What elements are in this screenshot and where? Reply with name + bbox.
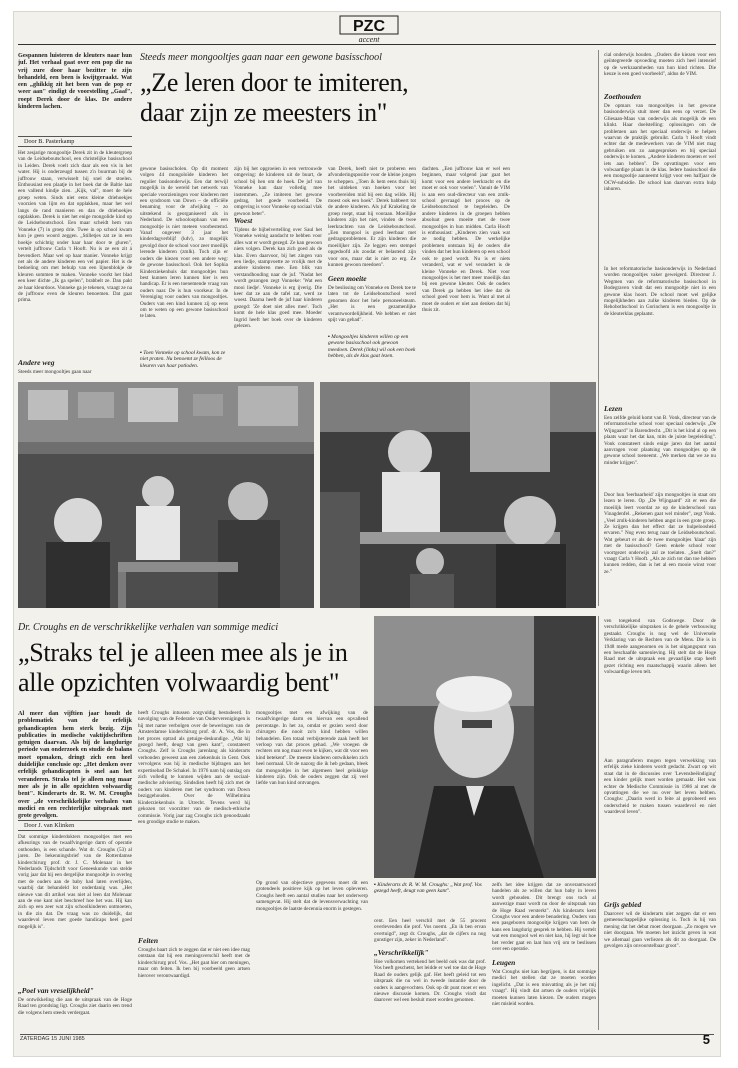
article2-col5-subhead: Leugen [492, 958, 516, 967]
article2-col1-subhead: „Poel van vreselijkheid" [18, 986, 94, 995]
article1-col3-body2: Tijdens de bijbelvertelling over Saul het Vonneke weinig aandacht te hebben voor alles wat er wordt gezegd. Ze kan gewoon niets volgen. Derek kan zich goed als de klas. Even daarvoor, bij het zingen van een liedje, stampvoette ze vrolijk met de andere kinderen mee. Een blik van verstandhouding naar de juf. "Nadat het wordt gezongen zegt Vonneke: 'Wat een mooi liedje'. Vonneke is erg ijverig. Die keer dat ze aan de tafel zat, werd ze woest. Daarna heeft de juf haar kinderen gezegd: 'Ze doet niet alles mee'. Toch komt de hele klas goed mee. Moeder Ingrid heeft het boek over de kinderen gelezen. [234, 227, 322, 330]
article2-col6-subhead: Grijs gebied [604, 900, 642, 909]
article2-col5-body2: Wat Croughs niet kan begrijpen, is dat sommige medici het stellen dat ze moeten worden ingelicht. „Dat is een misvatting als je het mij vraagt". Hij vindt dat artsen de ouders vrijelijk moeten kunnen laten kiezen. De ouders mogen niet misleid worden. [492, 969, 596, 1008]
column-divider [598, 50, 599, 606]
article1-col6-subhead2: Lezen [604, 404, 623, 413]
article2-col3-body2: Op grond van objectieve gegevens moet dit een grotendeels positieve kijk op het leven opleveren. Croughs heeft een aantal studies naar het onderwerp samengevat. Hij stelt dat de levensverwachting van mongooltjes de laatste decennia enorm is gestegen. [256, 880, 368, 912]
article2-col5-body: zelfs het idee krijgen dat ze onverantwoord handelen als ze willen dat hun baby in leven wordt gehouden. Dit brengt ons toch al aanwezige maar wordt nu door de uitspraak van de Hoge Raad versterkt". Als kinderarts kent Croughs voor een andere benadering. Ouders van een pasgeboren mongooltje krijgen van hem de kans een langdurig gesprek te hebben. Hij vertelt wat een mongool wel en niet kan, hij legt uit hoe het verder gaat en laat hun vrij om te beslissen over een operatie. [492, 882, 596, 953]
article2-col6-body2: Aan paragraferen mogen tegen verwekking van erfelijk zieke kinderen wordt gedacht. Zwart op wit staat dat in de discussies over 'Levensbeëindiging' een kinder gelijk moet worden gemaakt. Het was echter de Medische Commissie in 1986 al met de opvattingen die we nu over het leven hebben. Croughs: „Daarin werd in feite al geprobeerd een onderscheid te maken tussen waardevol en niet waardevol leven". [604, 758, 716, 816]
article1-intro: Gespannen luisteren de kleuters naar hun juf. Het verhaal gaat over een pop die na vrij zure door haar bezitter te zijn behandeld, een been is kwijtgeraakt. Wat een „ghikkig zit het been van de pop er weer aan" eindigt de voorstelling „Gaaf", roept Derek door de klas. De andere kinderen lachen. [18, 52, 132, 111]
article2-col4-subhead: „Verschrikkelijk" [374, 948, 429, 957]
classroom-photo-right [320, 382, 596, 608]
article2-caption3: ▪ Kinderarts dr. R. W. M. Croughs: „Wat prof. Vos gezegd heeft, deugt van geen kant". [374, 882, 482, 895]
article2-col2-subhead: Feiten [138, 936, 158, 945]
article1-col6-body4: Een zelfde geluid komt van B. Vonk, directeur van de reformatorische school voor speciaal onderwijs „De Wijngaard" in Barendrecht. „Dit is het kind al op een plaats waar het dat kan, mits de juiste begeleiding". Vonk constateert sinds enige jaren dat het aantal aanvragen voor plaatsing van mongooltjes op de gewone school toeneemt. „We merken dat we ze nu minder krijgen". [604, 415, 716, 466]
article2-col4-body: cent. Een heel verschil met de 55 procent overlevenden die prof. Vos noemt. „En ik ben ervan overtuigd", zegt dr. Croughs, „dat de cijfers nu nog gunstiger zijn, zeker in Nederland". [374, 918, 486, 944]
article1-col2-body: gewone basisscholen. Op dit moment volgen 44 mongoloïde kinderen het regulier basisonderwijs. Een dat terwijl mogelijk in de wereld het netwerk van speciale voorzieningen voor kinderen met een syndroom van Down – de officiële benaming voor de afwijking – zo uitstekend is georganiseerd als in Nederland. De schooloopbaan van een mongooltje is niet meteen voorbestemd. Vanaf ongeveer 3 jaar het kinderdagverblijf (kdv), zo mogelijk gevolgd door de school voor zeer moeilijk lerende kinderen (zmlk). Toch zijn er ouders die kiezen voor een andere weg: de gewone basisschool. Ook het Sophia Kinderziekenhuis dat mongooltjes hun best kunnen leren kunnen hier is een handicap. Er is een toenemende vraag van ouders naar. De is hun voorkeur. In de Vereniging voor ouders van mongooltjes. Ouders van een kind kunnen zij op eens om te weten op een gewone basisschool te laten. [140, 166, 228, 320]
article1-col1-subhead: Andere weg [18, 358, 55, 367]
page-footer [20, 1034, 714, 1048]
article2-col2-body2: Croughs baart zich te zeggen dat er niet een idee mag ontstaan dat hij een meningsverschil heeft met de kinderchirurg prof. Vos. „Het gaat hier om meningen, maar om feiten. Ik ben bij voorbeeld geen artsen hierover verontwaardigd. [138, 947, 250, 979]
page-number: 5 [702, 1032, 710, 1047]
article2-col2-body: heeft Croughs intussen zorgvuldig bestudeerd. In navolging van de Federatie van Ouderverenigingen is hij met name verbolgen over de beweringen van de Amsterdamse kinderchirurg prof. dr. A. Vos, die in het proces optrad als getuige-deskundige. „Wat hij gezegd heeft, deugt van geen kant", constateert Croughs. Zelf is Croughs jarenlang als kinderarts verbonden geweest aan een ziekenhuis in Gent. Ook vervolgens was hij in medische bijdragen aan het expertisebad De Schakel. In 1976 nam hij ontslag om zich volledig te kunnen wijden aan de sociaal-medische advisering. Sindsdien heeft hij zich met de ouders van kinderen met het syndroom van Down beziggehouden. Over de Wilhelmina Kinderziekenhuis in Utrecht. Tevens werd hij gekozen tot voorzitter van de medisch-ethische commissie. Vorig jaar zag Croughs zich genoodzaakt een grondige studie te maken. [138, 710, 250, 825]
article1-col6-body5: Door hun 'leerbaarheid' zijn mongooltjes in staat om lezen te leren. Op „De Wijngaard" zit er een die moeilijk leert voordat ze op de kinderschool van Vinagdenfel. „Rekenen gaat wel minder", zegt Vonk. „Veel zmlk-kinderen hebben angst in een grote groep. Ze krijgen dan het effect dat ze hulpeloosheid ervaren." Nog even terug naar de Leidseboutschool. Wat gebeurt er als de twee mongooltjes 'klaar' zijn met de basisschool? Geen enkele school voor voortgezet onderwijs zal ze toelaten. „Snelt dan?" vraagt Carla 't Hooft. „Als ze zich tot dan toe hebben kunnen redden, dan is het al een mooie winst voor ze." [604, 492, 716, 575]
article1-caption2: ▪ Mongooltjes kinderen willen op een gewone basisschool ook gewoon meedoen. Derek (links) wil ook een boek hebben, als de klas gaat lezen. [328, 334, 416, 360]
article1-col4-body2: De beslissing om Vonneke en Derek toe te laten tot de Leidseboutschool werd genomen door het hele personeelsteam. „Het is een gezamenlijke verantwoordelijkheid. We hebben er niet spijt van gehad". [328, 285, 416, 324]
svg-text:PZC: PZC [353, 18, 385, 35]
article1-caption1-text: Toen Vonneke op school kwam, kon ze niet praten. Nu benoemt ze feilloos de kleuren van haar potloden. [140, 350, 226, 369]
section-logo [332, 14, 406, 44]
article2-kicker: Dr. Croughs en de verschrikkelijke verhalen van sommige medici [18, 622, 279, 633]
newspaper-page [14, 12, 720, 1056]
article1-byline: Door B. Pasterkamp [18, 136, 132, 147]
article1-col6-subhead: Zoethouden [604, 92, 642, 101]
pzc-logo-icon [332, 14, 406, 44]
article2-intro: Al meer dan vijftien jaar houdt de problematiek van de erfelijk gehandicapten hem sterk bezig. Zijn publicaties in medische vaktijdschriften getuigen daarvan. Als bij de langdurige periode van onderzoek en studie de balans moet opmaken, dringt zich een heel duidelijke conclusie op: „Het denken over erfelijk gehandicapten is snel aan het veranderen. Straks tel je alleen nog maar mee als je in alle opzichten volwaardig bent". Kinderarts dr. R. W. M. Croughs over „de verschrikkelijke verhalen van medici en een rechterlijke uitspraak met grote gevolgen. [18, 710, 132, 820]
footer-rule [20, 1034, 714, 1035]
issue-date: ZATERDAG 15 JUNI 1985 [20, 1036, 85, 1042]
article1-col4-body: van Derek, heeft niet te proberen een afvonderingspositie voor de kleine jongen te scheppen. „Toen ik hem eens thuis bij het uitdeken van hoeken voor het voorbereiden mid bij een dag wilde. Hij moest ook een hoek". Derek babbeert tot de andere kinderen. Als juf Krakeling de groep roept, staat hij vooraan. Moeilijke kinderen zijn het niet, vinden de twee leerkrachten van de Leidseboutschool. „Een mongool is goed leerbaar met gedragsproblemen. Er zijn kinderen die moeilijker zijn. Ze leggen een stempel opgedoofd als zoodat er belastend zijn voor ons, maar dat is niet zo erg. Ze kunnen gewoon meedoen". [328, 166, 416, 269]
article2-col3-body: mongooltjes met een afwijking van de twaalfvingerige darm en hiervan een opvallend percentage. In het zo, omdat er gezien werd door chirurgen die nooit zo'n kind hebben willen behandelen. Een totaal verbijsterende zaak heeft het verloop van dat proces gehad. „We vroegen de rechters om nog maar even te kijken, wat dit voor een kind betekent". De meeste kinderen ontwikkelen zich heel normaal. Uit de nazorg die ik heb gedaan, bleek dat mongooltjes in het algemeen heel gelukkige kinderen zijn. Ook de ouders zeggen dat zij veel liefde van hun kind ontvangen. [256, 710, 368, 787]
article1-col5-body: dachten. „Een juffrouw kan er wel een beginnen, maar volgend jaar gaat het komt voor een andere leerkracht en die moet er ook voor voelen". Vanuit de VIM is aan een oud-directeur van een zmlk-school gevraagd het proces op de Leidseboutschool te begeleiden. De andere kinderen in de groepen hebben absoluut geen moeite met de twee mongooltjes in hun midden. Carla Hooft is enthousiast: „Kinderen zien vaak wat ze nodig hebben. De werkelijke problemen ontstaan bij de ouders die vinden dat het hun kinderen op een school ook te goed wordt. Nu is er niets veranderd, wat er wel verandert is de kleine Vonneke en Derek. Niet voor mongooltjes is het met meer moeilijk dan bij een gewone kleuter. Ook de ouders van Derek ga hebben het idee dat de school goed voor hem is. Want al met al moet de ouders er niet aan denken dat hij thuis zit. [422, 166, 510, 313]
article1-col4-subhead: Geen moeite [328, 274, 367, 283]
article2-col1-body: Dat sommige kinderdokters mongooltjes met een afkeurings van de twaalfvingerige darm of operatie onthouden, is een schande. Wat dr. Croughs (53) al jaren. De bekenningsbrief van de Rotterdamse kinderchirurg prof. dr. J. C. Molenaar in het Nederlands Tijdschrift voor Geneeskunde van stelde vorig jaar dat hij een dergelijke mongooltje in overleg met de ouders aan de baby had laten overlijden, waarbij dat behandeld lot onderdanig was. „Het nieuwe van dit artikel was niet al leen dat Molenaar aan de ene kant niet beschreef hoe het was. Hij kan zich op een zeer wat zijn schoolkinderen ontmoeten, in die zin dat. De vraag was zo duidelijk, dat waardevol leven met goede handicaps heel goed mogelijk is". [18, 834, 132, 930]
classroom-photo-left [18, 382, 314, 608]
article1-col6-body2: De opmars van mongooltjes in het gewone basisonderwijs stuit meer dan eens op verzet. De Gliesaan-Maas van onderwijs als mogelijk de een klinkt. Haar doelstelling: oplossingen om de problemen aan het speciaal onderwijs te helpen waarvan de praktijk gebruikt. Carla 't Hooft vindt echter dat de medewerkers van de VIM niet mag gebruiken om zo aangesproken en bij speciaal onderwijs te komen. „Andere kinderen moeten er wel iets aan hebben". De opvattingen voor een volwaardige plaats in de klas. Iedere basisschool die een mongooltje aanneemt krijgt voor een halfjaar de OCW-subsidie. De school kan daarvan extra hulp inhuren. [604, 103, 716, 193]
classroom-photo-right-image [320, 382, 596, 608]
article2-headline-line1: „Straks tel je alleen mee als je in [18, 638, 348, 667]
article2-col4-body2: Hoe volkomen vertekend het beeld ook was dat prof. Vos heeft geschetst, het leidde er wel toe dat de Hoge Raad de ouders gelijk gaf. Het heeft geleid tot een uitspraak die nu wel in tweede instantie door de ouders is aangevochten. Ook op dit punt moet er een nieuwe discussie komen. Dr. Croughs vindt dat daarover wel een besluit moet worden genomen. [374, 959, 486, 1004]
article1-headline-line1: „Ze leren door te imiteren, [140, 68, 409, 97]
article1-col1-tail: Steeds meer mongooltjes gaan naar [18, 369, 92, 375]
article1-col6-body3: In het reformatorische basisonderwijs in Nederland worden mongooltjes vaker geweigerd. Directeur J. Wegmen van de reformatorische basisschool in Bodegraven vindt dat een mongooltje niet in een gewone klas hoort. De school moet wel gelijke mogelijkheden aan zulke kinderen bieden. Op de Rehobothschool in Gorinchem is een mongooltje in de kleuterklas geplaatst. [604, 266, 716, 317]
masthead [14, 12, 720, 46]
article2-col6-body3: Daarover wil de kinderarts niet zeggen dat er een gemeenschappelijke oplossing is. Toch is hij van mening dat het debat moet doorgaan. „Zo mogen we niet doorgaan. We moeten het inzicht geven in wat we allemaal gaan verliezen als dit zo doorgaat. De gevolgen zijn onvoorstelbaar groot". [604, 911, 716, 950]
masthead-rule [18, 44, 716, 45]
article1-col3-subhead: Woest [234, 216, 253, 225]
article1-col1-body: Het zesjarige mongooltje Derek zit in de kleutergroep van de Leidseboutschool, een christelijke basisschool in Leiden. Derek voelt zich daar als een vis in het water. Hij is onderzeugd tussen z'n buurman bij de juffrouw staan, verwisselt hij snel de stoelen. Enthousiast een plaatje in het boek dat de Baltie laat een vallend kindje zien. „Kijk, val", moet de hele groep weten. Sinds niet eens kleine driehoekjes voorzien van lijm en dat opplakken, maar het wel langs de rand manieren en dan de driehoekjes opplakken. Derek is niet het enige mongolide kind op de Leidseboutschool. Een maar scheidt hem van Vonneke (7) in groep drie. Twee in op school kwam kon je geen woord zeggen. „Stilletjes zat ze in een hoekje schichtig onder haar haar door te gluren", vertelt juffrouw Carla 't Hooft. Nu is ze een zit á bevendiert. Maar wel op haar manier. Vonneke krijgt net als de andere kinderen een vel papier. Het is de bedoeling om met behulp van een lijnenblokje de kleuren sommen te maken. Vonneke voorkt het blad een keer dichte „Ik ga spelen", brabbelt ze. Dan pakt ze haar kleurdoos. Vonneke ga je tekenen, vraagt ze na de juffrouw even de kleuren benoemen. Dat gaat prima. [18, 150, 132, 304]
article2-byline: Door J. van Klinken [18, 820, 132, 831]
croughs-portrait-photo [374, 616, 596, 878]
article2-col1-body2: De ontwikkeling die aan de uitspraak van de Hoge Raad ten grondslag ligt. Croughs ziet daarin een trend die volgens hem steeds verdergaat. [18, 997, 132, 1016]
article2-headline-line2: alle opzichten volwaardig bent" [18, 668, 340, 697]
article1-caption2-text: Mongooltjes kinderen willen op een gewone basisschool ook gewoon meedoen. Derek (links) wil ook een boek hebben, als de klas gaat lezen. [328, 334, 416, 360]
article1-headline-line2: daar zijn ze meesters in" [140, 98, 388, 127]
article1-col3-body: zijn bij het opgroeien in een vertrouwde omgeving: de kinderen uit de buurt, de school bij hen om de hoek. De juf van Vonneke kan daar volledig mee instemmen. „Ze imiteren het gewone gedrag, het goede voorbeeld. De omgeving is voor Vonneke op sociaal vlak gewoon beter". [234, 166, 322, 217]
classroom-photo-left-image [18, 382, 314, 608]
article2-col6-body: ven toegekend van Godswege. Door de verschrikkelijke uitspraken is de gehele verbouwing gestaakt. Croughs is nog wel de Universele Verklaring van de Rechten van de Mens. Die is in 1948 mede aangenomen en is het uitgangspunt van een beschaafde samenleving. Hij stelt dat de Hoge Raad met de uitspraak een gevaarlijke stap heeft gezet richting een maatschappij waarin alleen het volwaardige leven telt. [604, 618, 716, 676]
article1-kicker: Steeds meer mongooltjes gaan naar een gewone basisschool [140, 52, 382, 63]
svg-text:accent: accent [358, 35, 380, 44]
croughs-portrait-image [374, 616, 596, 878]
column-divider-2 [598, 616, 599, 1030]
article1-col6-body: cial onderwijs houden. „Ouders die kiezen voor een geïntegreerde opvoeding moeten zich heel intensief op de werkzaamheden van hun kind richten. Die keuze is een goed voorbeeld", aldus de VIM. [604, 52, 716, 78]
article1-caption1: ▪ Toen Vonneke op school kwam, kon ze niet praten. Nu benoemt ze feilloos de kleuren van haar potloden. [140, 350, 226, 369]
article2-caption3-text: Kinderarts dr. R. W. M. Croughs: „Wat prof. Vos gezegd heeft, deugt van geen kant". [374, 882, 482, 895]
